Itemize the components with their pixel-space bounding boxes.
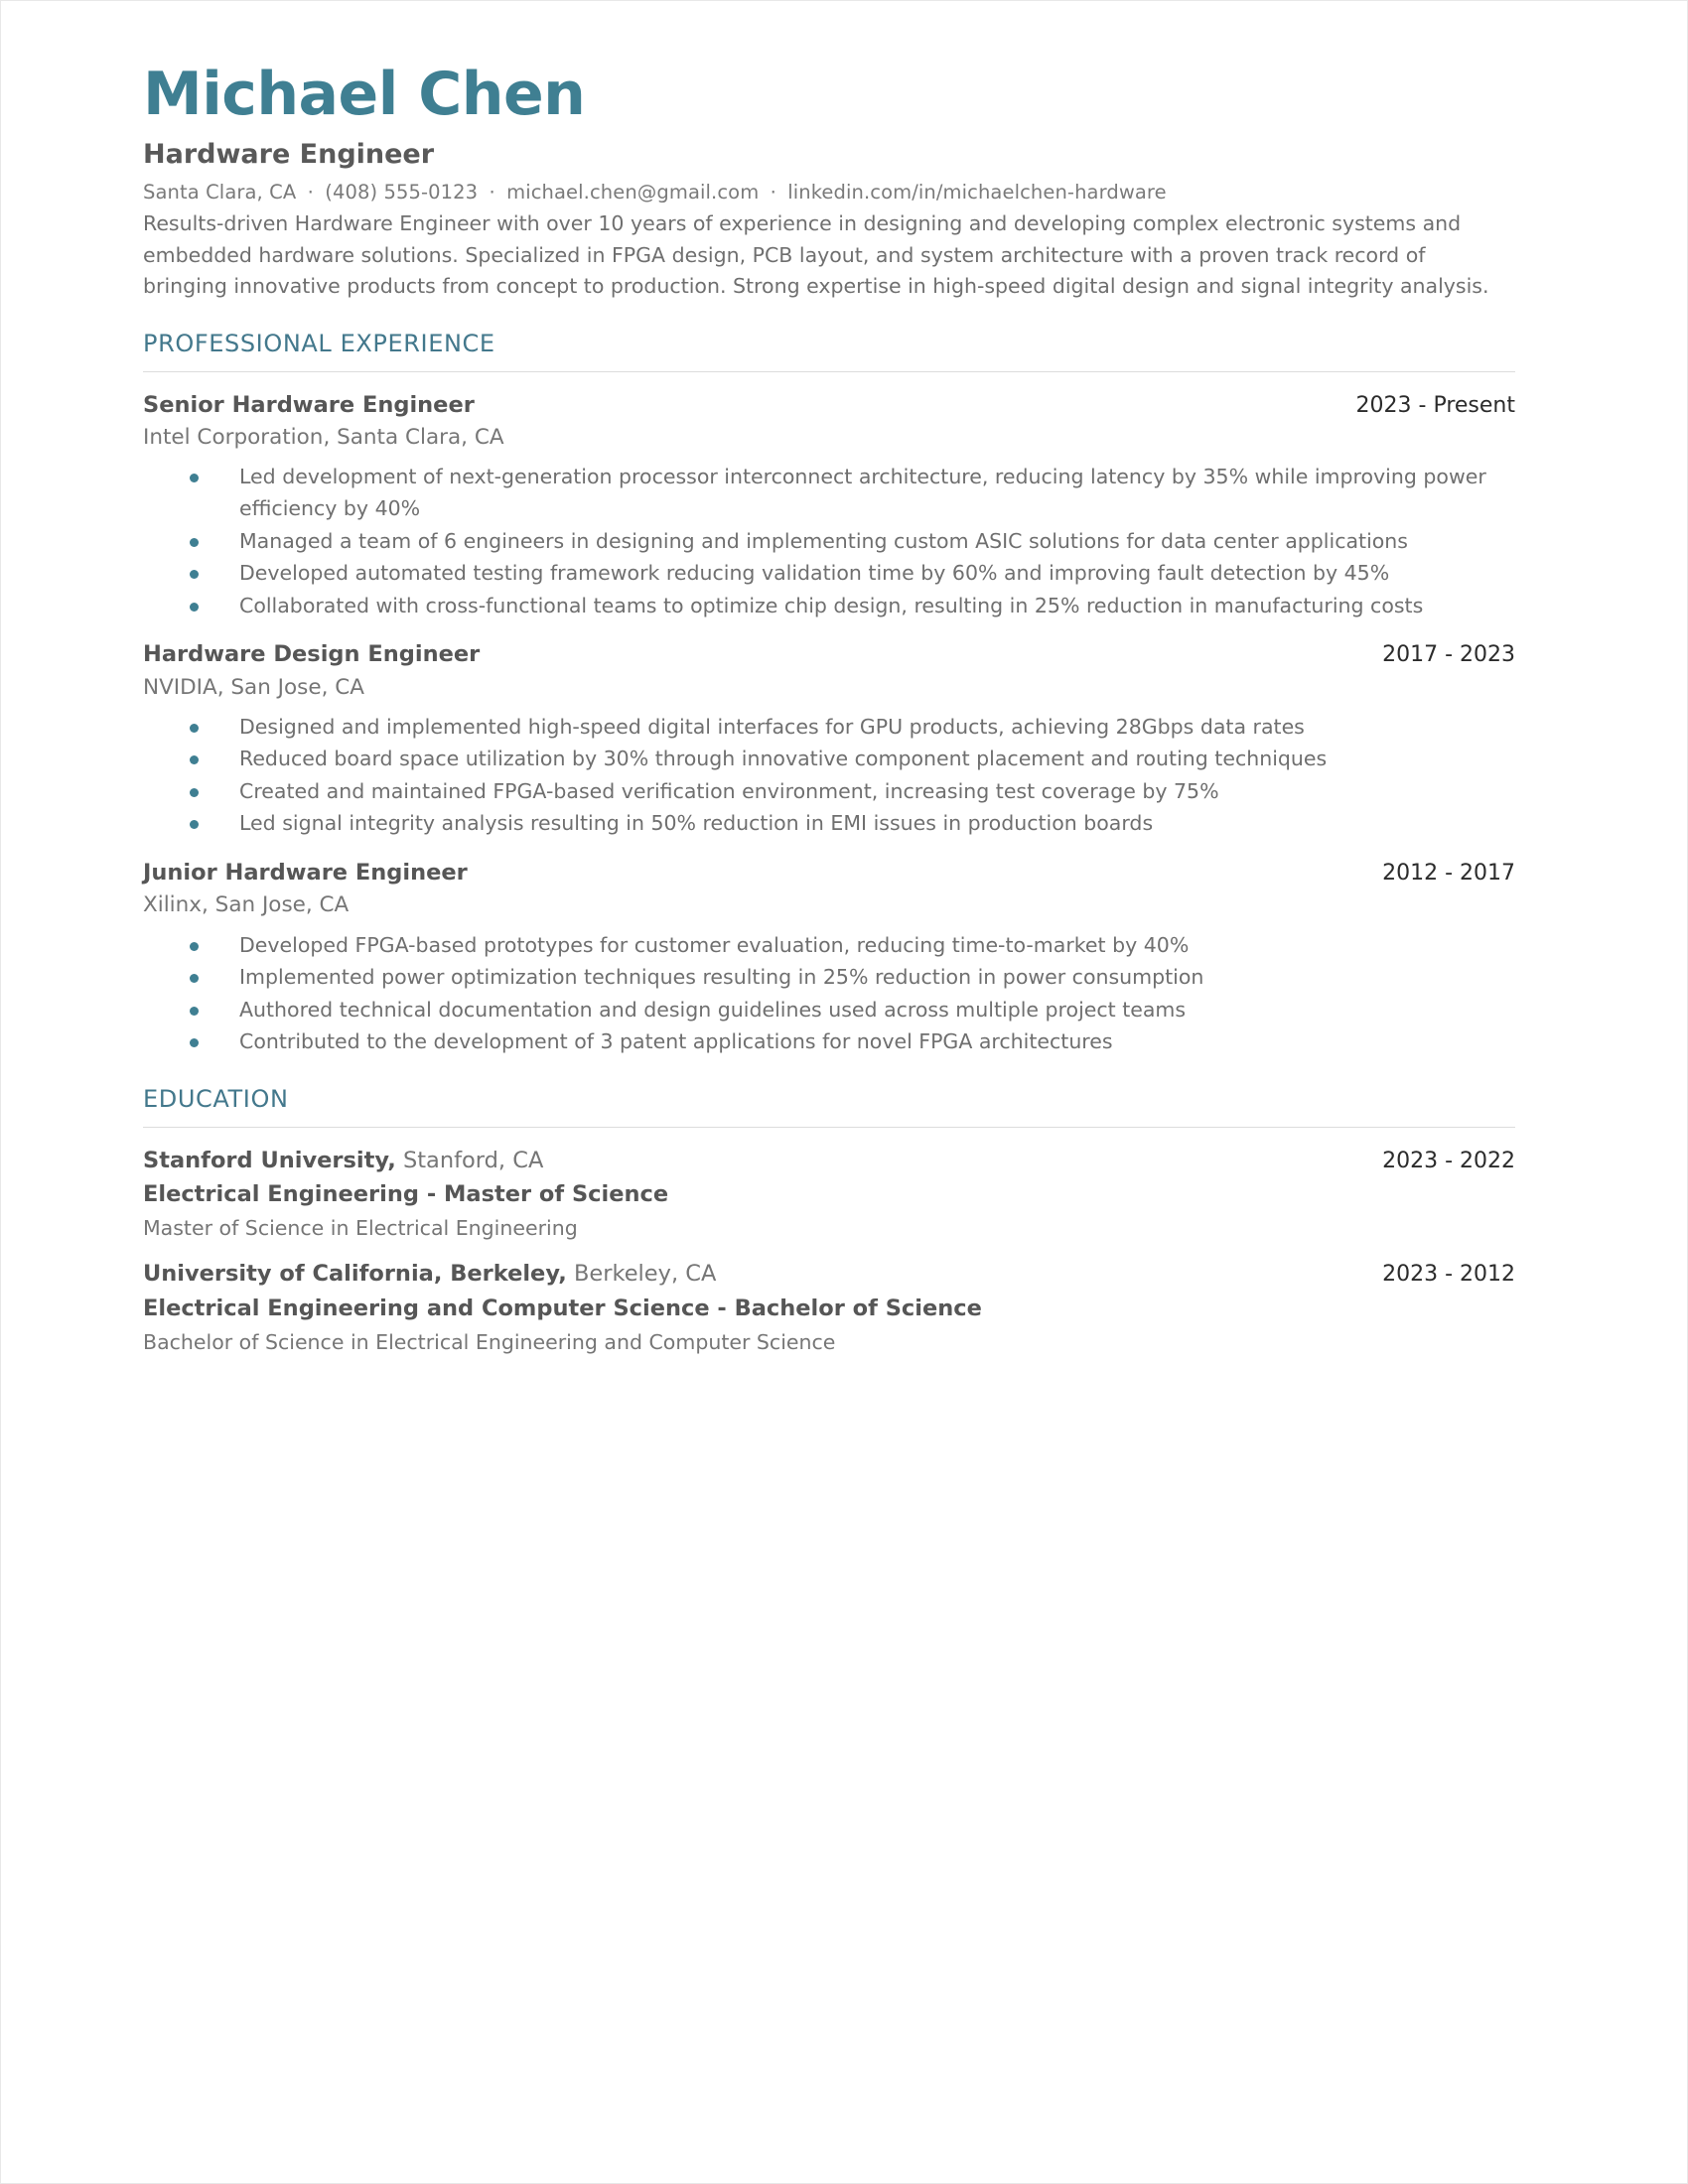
- contact-linkedin[interactable]: linkedin.com/in/michaelchen-hardware: [787, 181, 1167, 205]
- experience-entry-header: [143, 639, 1515, 670]
- experience-company: Xilinx, San Jose, CA: [143, 892, 350, 918]
- bullet-dot-icon: [190, 570, 199, 579]
- education-degree: Electrical Engineering - Master of Science: [143, 1181, 669, 1208]
- bullet-text: Developed FPGA-based prototypes for customer evaluation, reducing time-to-market by 40%: [239, 932, 1190, 957]
- list-item: [190, 591, 1515, 622]
- experience-bullet-list: [143, 712, 1515, 840]
- professional-summary: Results-driven Hardware Engineer with over 10 years of experience in designing and developing complex electronic systems and embedded hardware solutions. Specialized in FPGA design, PCB layout, and system architecture with a proven track record of bringing innovative products from concept to production. Strong expertise in high-speed digital design and signal integrity analysis.: [143, 211, 1489, 299]
- bullet-dot-icon: [190, 974, 199, 983]
- experience-company: Intel Corporation, Santa Clara, CA: [143, 425, 504, 451]
- bullet-text: Authored technical documentation and design guidelines used across multiple project teams: [239, 997, 1187, 1022]
- education-entry: [143, 1146, 1515, 1244]
- education-school-line: [143, 1259, 716, 1291]
- resume-header: [143, 61, 1515, 303]
- bullet-dot-icon: [190, 538, 199, 547]
- section-divider: [143, 1127, 1515, 1128]
- education-description: Master of Science in Electrical Engineering: [143, 1215, 578, 1240]
- list-item: [190, 558, 1515, 590]
- experience-bullet-list: [143, 462, 1515, 621]
- list-item: [190, 962, 1515, 994]
- education-date-range: 2023 - 2012: [1382, 1262, 1515, 1288]
- list-item: [190, 808, 1515, 840]
- contact-separator-icon: ·: [489, 181, 495, 205]
- section-education: [143, 1085, 1515, 1358]
- experience-job-title: Hardware Design Engineer: [143, 641, 481, 668]
- candidate-job-title: Hardware Engineer: [143, 139, 435, 170]
- education-school-location: Berkeley, CA: [573, 1261, 717, 1288]
- experience-entry-header: [143, 858, 1515, 888]
- contact-separator-icon: ·: [770, 181, 776, 205]
- bullet-text: Created and maintained FPGA-based verification environment, increasing test coverage by 75%: [239, 778, 1219, 803]
- list-item: [190, 712, 1515, 744]
- bullet-text: Implemented power optimization techniques resulting in 25% reduction in power consumption: [239, 965, 1204, 990]
- list-item: [190, 744, 1515, 775]
- education-entry: [143, 1259, 1515, 1357]
- bullet-dot-icon: [190, 755, 199, 764]
- bullet-dot-icon: [190, 474, 199, 482]
- section-title-education: EDUCATION: [143, 1084, 289, 1113]
- contact-line: [143, 179, 1515, 206]
- education-school-location: Stanford, CA: [402, 1147, 544, 1173]
- contact-separator-icon: ·: [307, 181, 314, 205]
- education-school-name: Stanford University,: [143, 1147, 396, 1173]
- experience-date-range: 2017 - 2023: [1382, 642, 1515, 668]
- bullet-dot-icon: [190, 820, 199, 829]
- experience-company: NVIDIA, San Jose, CA: [143, 674, 364, 700]
- bullet-dot-icon: [190, 788, 199, 797]
- bullet-dot-icon: [190, 942, 199, 951]
- experience-entry: [143, 639, 1515, 840]
- list-item: [190, 995, 1515, 1026]
- bullet-dot-icon: [190, 1038, 199, 1047]
- experience-job-title: Junior Hardware Engineer: [143, 859, 468, 886]
- education-entry-header: [143, 1146, 1515, 1177]
- education-school-name: University of California, Berkeley,: [143, 1261, 567, 1288]
- list-item: [190, 930, 1515, 962]
- bullet-text: Contributed to the development of 3 patent applications for novel FPGA architectures: [239, 1029, 1113, 1054]
- list-item: [190, 776, 1515, 808]
- list-item: [190, 1026, 1515, 1058]
- education-entry-header: [143, 1259, 1515, 1291]
- bullet-text: Led signal integrity analysis resulting in 50% reduction in EMI issues in production boards: [239, 811, 1154, 836]
- bullet-text: Designed and implemented high-speed digital interfaces for GPU products, achieving 28Gbps data rates: [239, 714, 1305, 739]
- resume-content: [143, 61, 1515, 1357]
- bullet-text: Reduced board space utilization by 30% through innovative component placement and routing techniques: [239, 747, 1328, 771]
- contact-phone: (408) 555-0123: [325, 181, 479, 205]
- experience-bullet-list: [143, 930, 1515, 1058]
- candidate-name: Michael Chen: [143, 60, 586, 129]
- section-professional-experience: [143, 330, 1515, 1058]
- bullet-dot-icon: [190, 603, 199, 612]
- bullet-dot-icon: [190, 724, 199, 733]
- experience-date-range: 2012 - 2017: [1382, 860, 1515, 886]
- education-date-range: 2023 - 2022: [1382, 1148, 1515, 1173]
- bullet-text: Led development of next-generation processor interconnect architecture, reducing latency by 35% while improving power efficiency by 40%: [239, 465, 1486, 520]
- experience-entry: [143, 390, 1515, 621]
- bullet-dot-icon: [190, 1007, 199, 1016]
- education-description: Bachelor of Science in Electrical Engineering and Computer Science: [143, 1329, 836, 1354]
- experience-entry: [143, 858, 1515, 1058]
- experience-entry-header: [143, 390, 1515, 421]
- contact-location: Santa Clara, CA: [143, 181, 297, 205]
- section-divider: [143, 371, 1515, 372]
- experience-date-range: 2023 - Present: [1355, 392, 1515, 418]
- list-item: [190, 526, 1515, 558]
- contact-email[interactable]: michael.chen@gmail.com: [506, 181, 760, 205]
- bullet-text: Developed automated testing framework reducing validation time by 60% and improving fault detection by 45%: [239, 561, 1390, 586]
- bullet-text: Managed a team of 6 engineers in designing and implementing custom ASIC solutions for data center applications: [239, 528, 1408, 553]
- experience-job-title: Senior Hardware Engineer: [143, 391, 475, 418]
- education-degree: Electrical Engineering and Computer Science - Bachelor of Science: [143, 1295, 982, 1321]
- section-title-experience: PROFESSIONAL EXPERIENCE: [143, 330, 495, 358]
- list-item: [190, 462, 1515, 524]
- bullet-text: Collaborated with cross-functional teams to optimize chip design, resulting in 25% reduction in manufacturing costs: [239, 593, 1424, 617]
- education-school-line: [143, 1146, 543, 1177]
